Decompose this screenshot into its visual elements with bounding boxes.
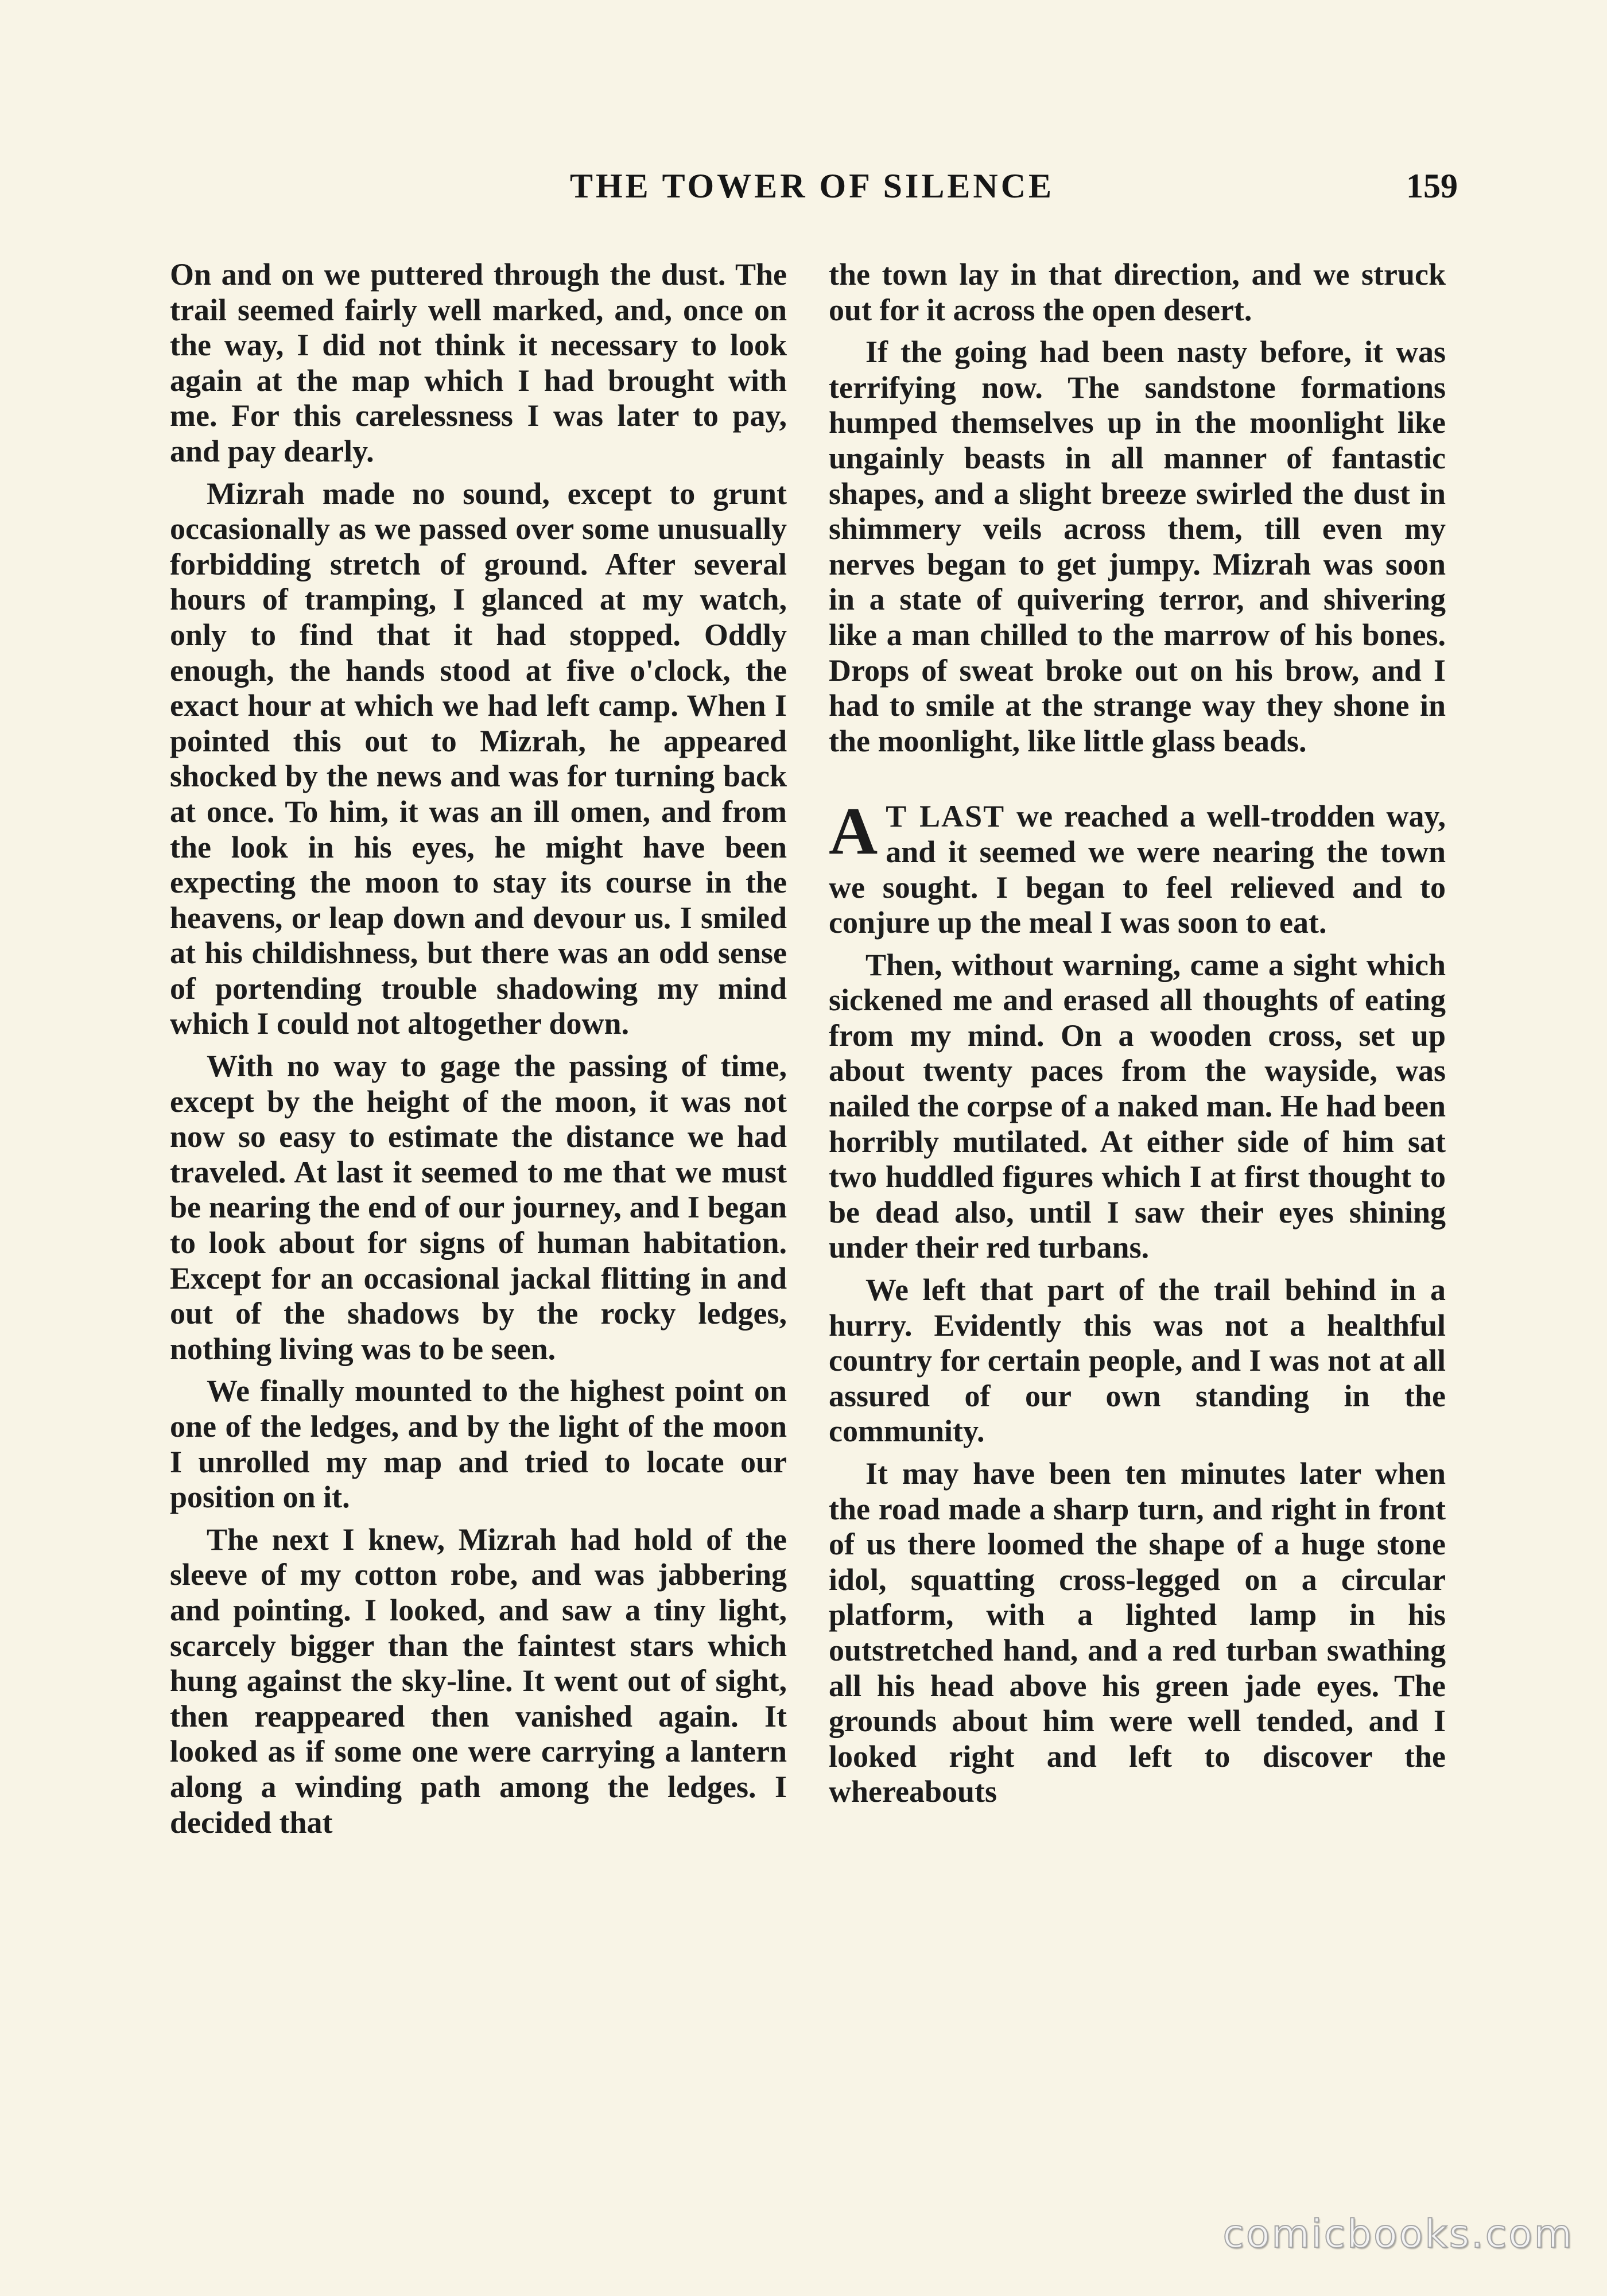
section-opening-paragraph — [829, 793, 1446, 940]
running-header — [166, 166, 1458, 218]
running-title: THE TOWER OF SILENCE — [569, 167, 1055, 205]
left-column — [170, 257, 787, 1847]
paragraph: Mizrah made no sound, except to grunt occasionally as we passed over some unusually forbidding stretch of ground. After several hours of tramping, I glanced at my watch, only to find that it had stopped. Oddly enough, the hands stood at five o'clock, the exact hour at which we had left camp. When I pointed this out to Mizrah, he appeared shocked by the news and was for turning back at once. To him, it was an ill omen, and from the look in his eyes, he might have been expecting the moon to stay its course in the heavens, or leap down and devour us. I smiled at his childishness, but there was an odd sense of portending trouble shadowing my mind which I could not altogether down. — [170, 476, 787, 1041]
paragraph: On and on we puttered through the dust. The trail seemed fairly well marked, and, once on the way, I did not think it necessary to look again at the map which I had brought with me. For this carelessness I was later to pay, and pay dearly. — [170, 257, 787, 468]
paragraph: We left that part of the trail behind in a hurry. Evidently this was not a healthful country for certain people, and I was not at all assured of our own standing in the community. — [829, 1273, 1446, 1449]
paragraph: With no way to gage the passing of time, except by the height of the moon, it was not now so easy to estimate the distance we had traveled. At last it seemed to me that we must be nearing the end of our journey, and I began to look about for signs of human habitation. Except for an occasional jackal flitting in and out of the shadows by the rocky ledges, nothing living was to be seen. — [170, 1049, 787, 1366]
paragraph: It may have been ten minutes later when the road made a sharp turn, and right in front of us there loomed the shape of a huge stone idol, squatting cross-legged on a circular platform, with a lighted lamp in his outstretched hand, and a red turban swathing all his head above his green jade eyes. The grounds about him were well tended, and I looked right and left to discover the whereabouts — [829, 1456, 1446, 1809]
right-column — [829, 257, 1446, 1817]
drop-cap: A — [829, 793, 878, 869]
paragraph: the town lay in that direction, and we struck out for it across the open desert. — [829, 257, 1446, 327]
paragraph: The next I knew, Mizrah had hold of the sleeve of my cotton robe, and was jabbering and pointing. I looked, and saw a tiny light, scarcely bigger than the faintest stars which hung against the sky-line. It went out of sight, then reappeared then vanished again. It looked as if some one were carrying a lantern along a winding path among the ledges. I decided that — [170, 1522, 787, 1840]
page-number: 159 — [1406, 167, 1458, 205]
watermark: comicbooks.com — [1222, 2212, 1574, 2257]
lead-in: T LAST — [886, 799, 1006, 834]
paragraph-text: we reached a well-trodden way, and it seemed we were nearing the town we sought. I began to feel relieved and to conjure up the meal I was soon to eat. — [829, 799, 1446, 940]
paragraph: Then, without warning, came a sight which sickened me and erased all thoughts of eating from my mind. On a wooden cross, set up about twenty paces from the wayside, was nailed the corpse of a naked man. He had been horribly mutilated. At either side of him sat two huddled figures which I at first thought to be dead also, until I saw their eyes shining under their red turbans. — [829, 947, 1446, 1265]
paragraph: If the going had been nasty before, it was terrifying now. The sandstone formations humped themselves up in the moonlight like ungainly beasts in all manner of fantastic shapes, and a slight breeze swirled the dust in shimmery veils across them, till even my nerves began to get jumpy. Mizrah was soon in a state of quivering terror, and shivering like a man chilled to the marrow of his bones. Drops of sweat broke out on his brow, and I had to smile at the strange way they shone in the moonlight, like little glass beads. — [829, 335, 1446, 758]
paragraph: We finally mounted to the highest point on one of the ledges, and by the light of the moon I unrolled my map and tried to locate our position on it. — [170, 1374, 787, 1515]
